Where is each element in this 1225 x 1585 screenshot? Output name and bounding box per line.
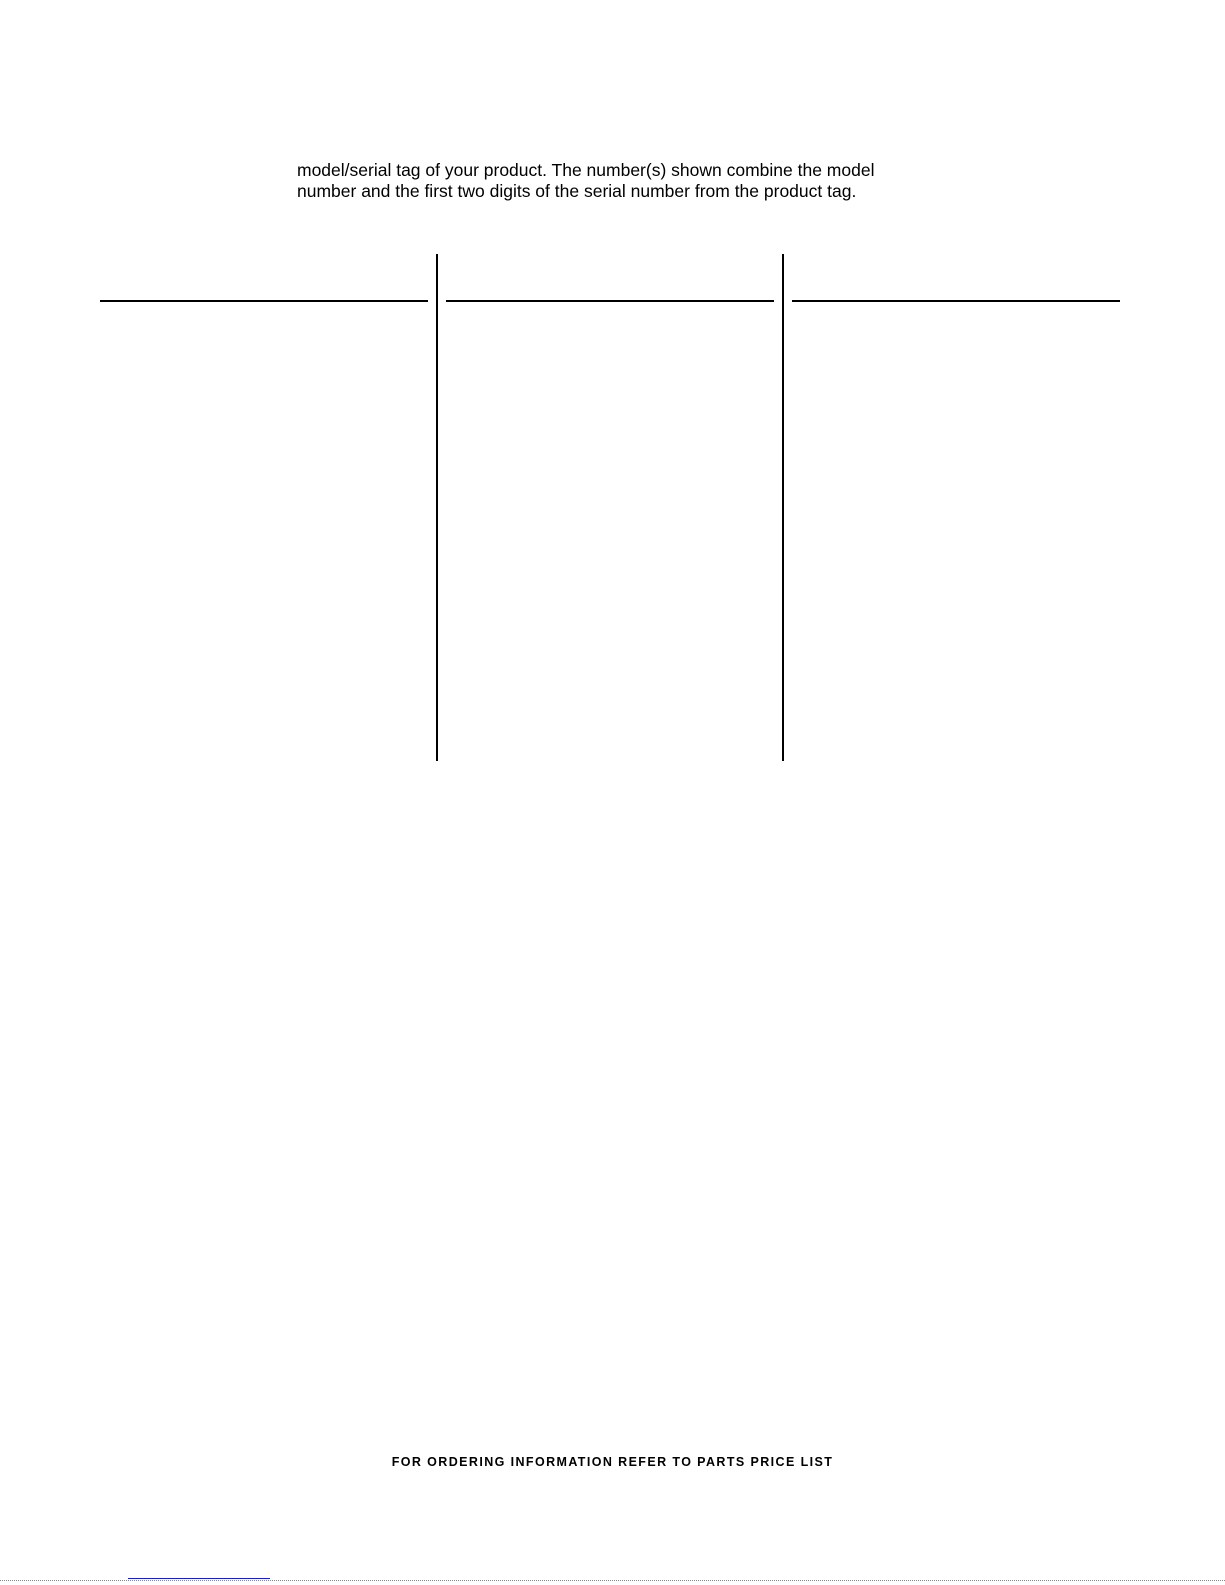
ordering-info-footer: FOR ORDERING INFORMATION REFER TO PARTS PRICE LIST <box>391 1455 834 1469</box>
intro-line-1: model/serial tag of your product. The number(s) shown combine the model <box>297 160 875 180</box>
page-bottom-rule <box>0 1580 1225 1581</box>
model-column-2 <box>446 254 774 761</box>
column-1-header-rule <box>100 300 428 302</box>
column-divider-1 <box>436 254 438 761</box>
intro-paragraph <box>297 160 937 202</box>
model-column-3 <box>792 254 1120 761</box>
column-divider-2 <box>782 254 784 761</box>
column-3-header-rule <box>792 300 1120 302</box>
column-2-header-rule <box>446 300 774 302</box>
intro-line-2: number and the first two digits of the serial number from the product tag. <box>297 181 857 201</box>
model-column-1 <box>100 254 428 761</box>
bottom-link-underline <box>128 1578 270 1579</box>
